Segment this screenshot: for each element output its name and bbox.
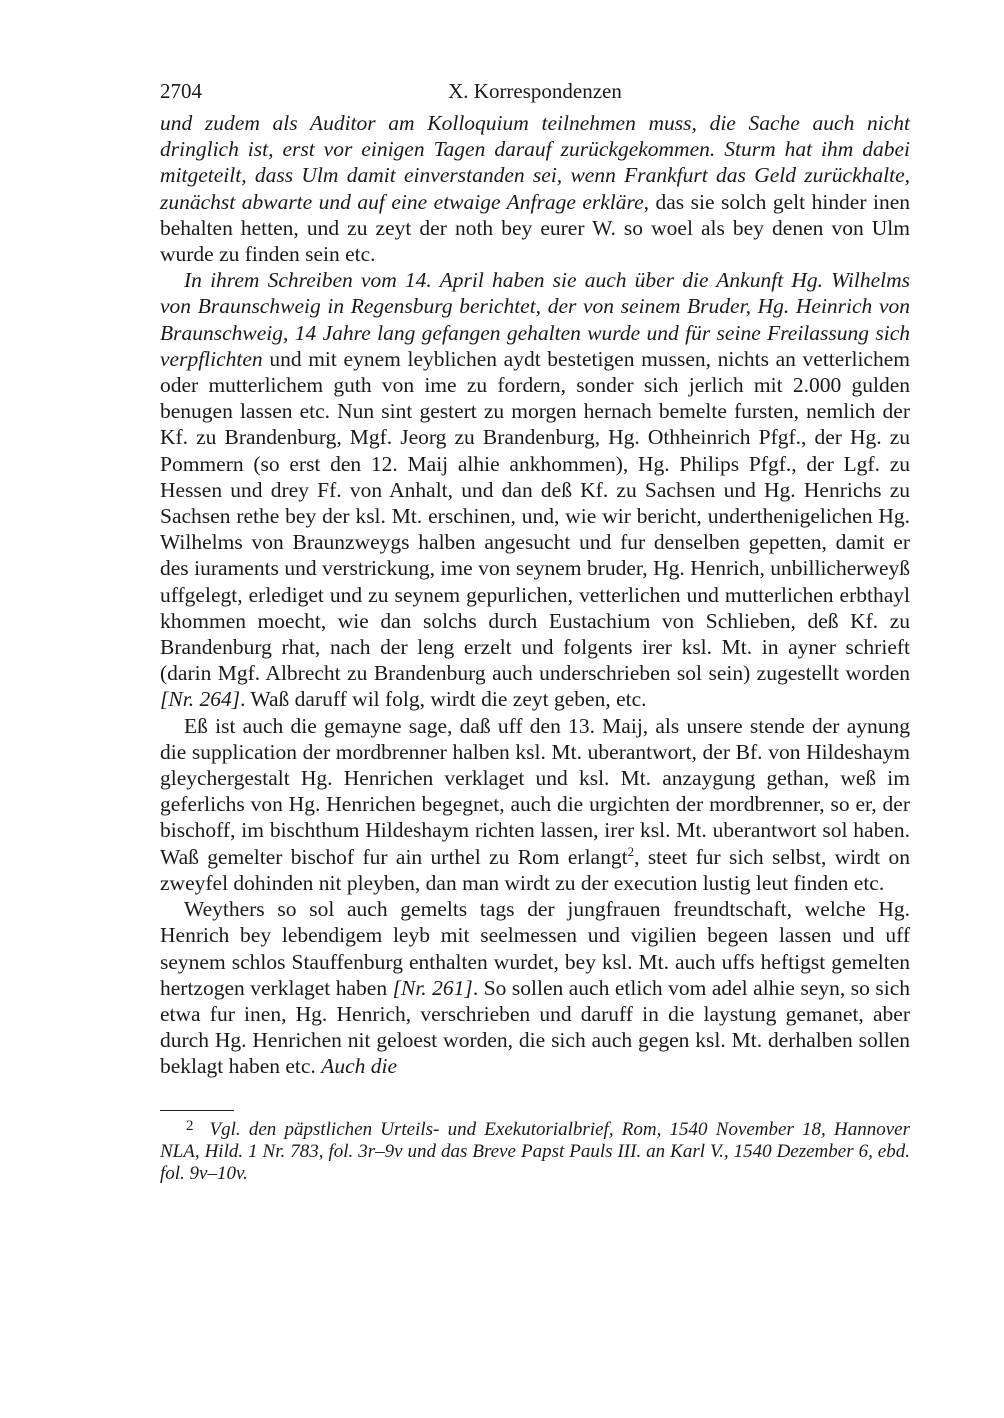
italic-text: In ihrem Schreiben vom 14. April haben sie auch über die Ankunft Hg. Wilhelms von Braunschweig in Regensburg berichtet, der von seinem Bruder, Hg. Heinrich von Braunschweig, 14 Jahre lang gefangen gehalten wurde und für seine Freilassung sich verpflichten	[160, 268, 910, 371]
text-span: , steet fur sich selbst, wirdt on zweyfel dohinden nit pleyben, dan man wirdt zu der execution lustig leut finden etc.	[160, 844, 910, 895]
paragraph	[160, 713, 910, 896]
footnote-rule	[160, 1110, 234, 1111]
page-number: 2704	[160, 79, 202, 103]
text-span: , das sie solch gelt hinder inen behalten hetten, und zu zeyt der noth bey eurer W. so woel als bey denen von Ulm wurde zu finden sein etc.	[160, 189, 911, 267]
body-text	[160, 110, 910, 1080]
italic-text: und zudem als Auditor am Kolloquium teilnehmen muss, die Sache auch nicht dringlich ist, erst vor einigen Tagen darauf zurückgekommen. Sturm hat ihm dabei mitgeteilt, dass Ulm damit einverstanden sei, wenn Frankfurt das Geld zurückhalte, zunächst abwarte und auf eine etwaige Anfrage erkläre	[160, 111, 910, 214]
paragraph	[160, 110, 910, 267]
footnote-number: 2	[186, 1117, 194, 1134]
text-span: Weythers so sol auch gemelts tags der jungfrauen freundtschaft, welche Hg. Henrich bey lebendigem leyb mit seelmessen und vigilien begeen lassen und uff seynem schlos Stauffenburg enthalten wurdet, bey ksl. Mt. auch uffs heftigst gemelten hertzogen verklaget haben	[160, 897, 910, 1000]
footnote	[160, 1119, 910, 1185]
document-page	[160, 76, 910, 1185]
text-span: Eß ist auch die gemayne sage, daß uff den 13. Maij, als unsere stende der aynung die supplication der mordbrenner halben ksl. Mt. uberantwort, der Bf. von Hildeshaym gleychergestalt Hg. Henrichen verklaget und ksl. Mt. anzaygung gethan, weß im geferlichs von Hg. Henrichen begegnet, auch die urgichten der mordbrenner, so er, der bischoff, im bischthum Hildeshaym richten lassen, irer ksl. Mt. uberantwort sol haben. Waß gemelter bischof fur ain urthel zu Rom erlangt	[160, 713, 910, 869]
running-title: X. Korrespondenzen	[448, 79, 622, 103]
italic-text: Auch die	[321, 1054, 398, 1079]
page-header	[160, 76, 910, 110]
footnote-reference: 2	[627, 843, 635, 859]
text-span: . Waß daruff wil folg, wirdt die zeyt geben, etc.	[240, 687, 647, 712]
italic-text: [Nr. 261]	[392, 975, 473, 1000]
text-span: . So sollen auch etlich vom adel alhie seyn, so sich etwa fur inen, Hg. Henrich, verschrieben und daruff in die laystung gemanet, aber durch Hg. Henrichen nit geloest worden, die sich auch gegen ksl. Mt. derhalben sollen beklagt haben etc.	[160, 975, 910, 1079]
footnote-text: Vgl. den päpstlichen Urteils- und Exekutorialbrief, Rom, 1540 November 18, Hannover NLA, Hild. 1 Nr. 783, fol. 3r–9v und das Breve Papst Pauls III. an Karl V., 1540 Dezember 6, ebd. fol. 9v–10v.	[160, 1118, 910, 1184]
paragraph	[160, 896, 910, 1079]
italic-text: [Nr. 264]	[160, 687, 241, 712]
paragraph	[160, 267, 910, 712]
text-span: und mit eynem leyblichen aydt bestetigen mussen, nichts an vetterlichem oder mutterlichem guth von ime zu fordern, sonder sich jerlich mit 2.000 gulden benugen lassen etc. Nun sint gestert zu morgen hernach bemelte fursten, nemlich der Kf. zu Brandenburg, Mgf. Jeorg zu Brandenburg, Hg. Othheinrich Pfgf., der Hg. zu Pommern (so erst den 12. Maij alhie ankhommen), Hg. Philips Pfgf., der Lgf. zu Hessen und drey Ff. von Anhalt, und dan deß Kf. zu Sachsen und Hg. Henrichs zu Sachsen rethe bey der ksl. Mt. erschinen, und, wie wir bericht, underthenigelichen Hg. Wilhelms von Braunzweygs halben angesucht und fur denselben gepetten, damit er des iuraments und verstrickung, ime von seynem bruder, Hg. Henrich, unbillicherweyß uffgelegt, erlediget und zu seynem gepurlichen, vetterlichen und mutterlichen erbthayl khommen moecht, wie dan solchs durch Eustachium von Schlieben, deß Kf. zu Brandenburg rhat, nach der leng erzelt und folgents irer ksl. Mt. in ayner schrieft (darin Mgf. Albrecht zu Brandenburg auch underschrieben sol sein) zugestellt worden	[160, 346, 910, 686]
